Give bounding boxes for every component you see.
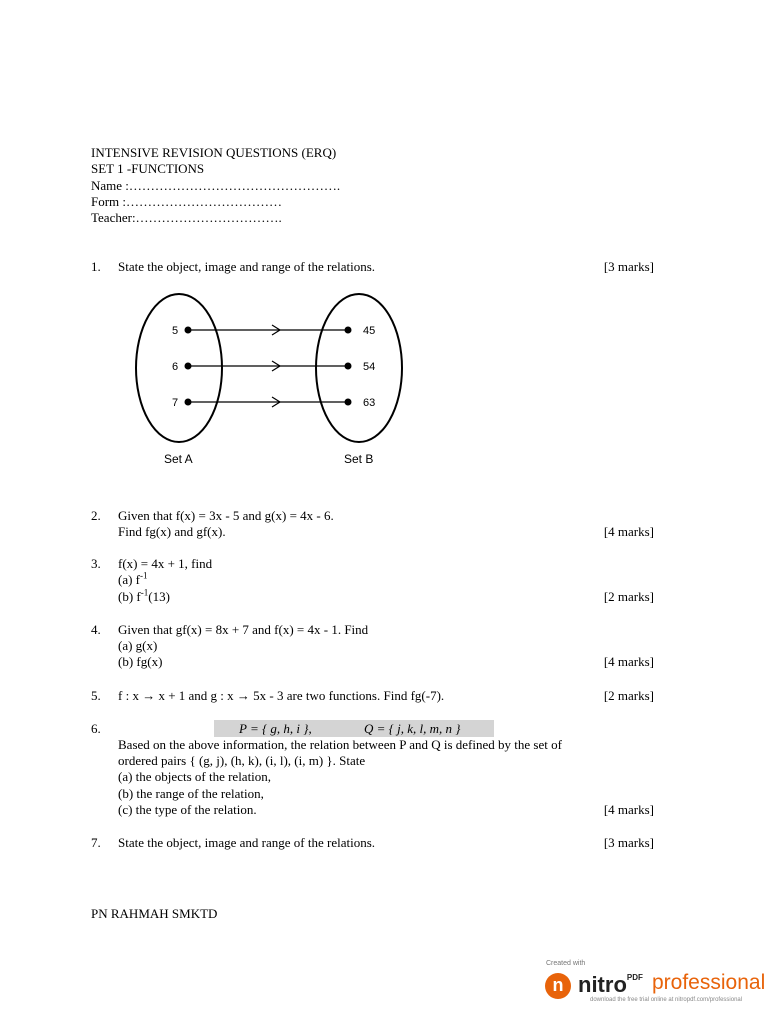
q5-marks: [2 marks] [603,688,654,703]
set-a-item-3: 7 [172,397,179,409]
author: PN RAHMAH SMKTD [91,906,218,921]
teacher-field: Teacher:……………………………. [91,210,282,225]
q3-line1: f(x) = 4x + 1, find [118,556,213,571]
dot-b-3 [345,399,352,406]
q6-part-a: (a) the objects of the relation, [118,769,272,784]
set-b-item-3: 63 [363,397,376,409]
q6-marks: [4 marks] [603,802,654,817]
set-b-item-1: 45 [363,325,376,337]
watermark-product: professional [652,971,766,994]
q3-part-b: (b) $f^{-1}(13)$ [118,587,170,604]
watermark-tagline: download the free trial online at nitropdf.com/professional [590,997,743,1003]
q1-number: 1. [91,259,101,274]
q2-line2: Find fg(x) and gf(x). [118,524,226,539]
set-b-ellipse [316,294,402,442]
form-field: Form :……………………………… [91,194,283,209]
dot-a-1 [185,327,192,334]
q3-part-a: (a) $f^{-1}$ [118,570,148,587]
q4-line1: Given that gf(x) = 8x + 7 and f(x) = 4x - 1. Find [118,622,369,637]
q4-part-a: (a) g(x) [118,638,158,653]
q6-number: 6. [91,721,101,736]
set-b-label: Set B [344,452,374,466]
q5-text: f : x → x + 1 and g : x → 5x - 3 are two functions. Find fg(-7). [118,688,445,703]
set-b-item-2: 54 [363,361,376,373]
q3-number: 3. [91,556,101,571]
set-q-definition: Q = { j, k, l, m, n } [364,721,461,736]
dot-a-2 [185,363,192,370]
set-a-item-1: 5 [172,325,179,337]
nitro-logo-icon: n [545,973,571,999]
q6-line2: ordered pairs { (g, j), (h, k), (i, l), (i, m) }. State [118,753,366,768]
q6-line1: Based on the above information, the relation between P and Q is defined by the set of [118,737,562,752]
arrow-lines [188,325,348,407]
q7-marks: [3 marks] [603,835,654,850]
dot-b-1 [345,327,352,334]
dot-b-2 [345,363,352,370]
q2-line1: Given that f(x) = 3x - 5 and g(x) = 4x - 6. [118,508,334,523]
q2-number: 2. [91,508,101,523]
set-a-item-2: 6 [172,361,179,373]
q6-part-c: (c) the type of the relation. [118,802,257,817]
watermark-created-with: Created with [546,960,586,967]
set-a-label: Set A [164,452,193,466]
name-field: Name :…………………………………………. [91,178,341,193]
q3-marks: [2 marks] [603,589,654,604]
q1-text: State the object, image and range of the relations. [118,259,376,274]
q4-marks: [4 marks] [603,654,654,669]
q4-part-b: (b) fg(x) [118,654,163,669]
watermark-brand: nitro$^{PDF}$ [578,972,643,997]
q7-number: 7. [91,835,101,850]
document-title: INTENSIVE REVISION QUESTIONS (ERQ) [91,145,337,160]
arrow-diagram [130,288,420,473]
q4-number: 4. [91,622,101,637]
q1-marks: [3 marks] [603,259,654,274]
set-title: SET 1 -FUNCTIONS [91,161,205,176]
q2-marks: [4 marks] [603,524,654,539]
q7-text: State the object, image and range of the relations. [118,835,376,850]
set-a-ellipse [136,294,222,442]
dot-a-3 [185,399,192,406]
q6-part-b: (b) the range of the relation, [118,786,264,801]
set-p-definition: P = { g, h, i }, [239,721,312,736]
q5-number: 5. [91,688,101,703]
